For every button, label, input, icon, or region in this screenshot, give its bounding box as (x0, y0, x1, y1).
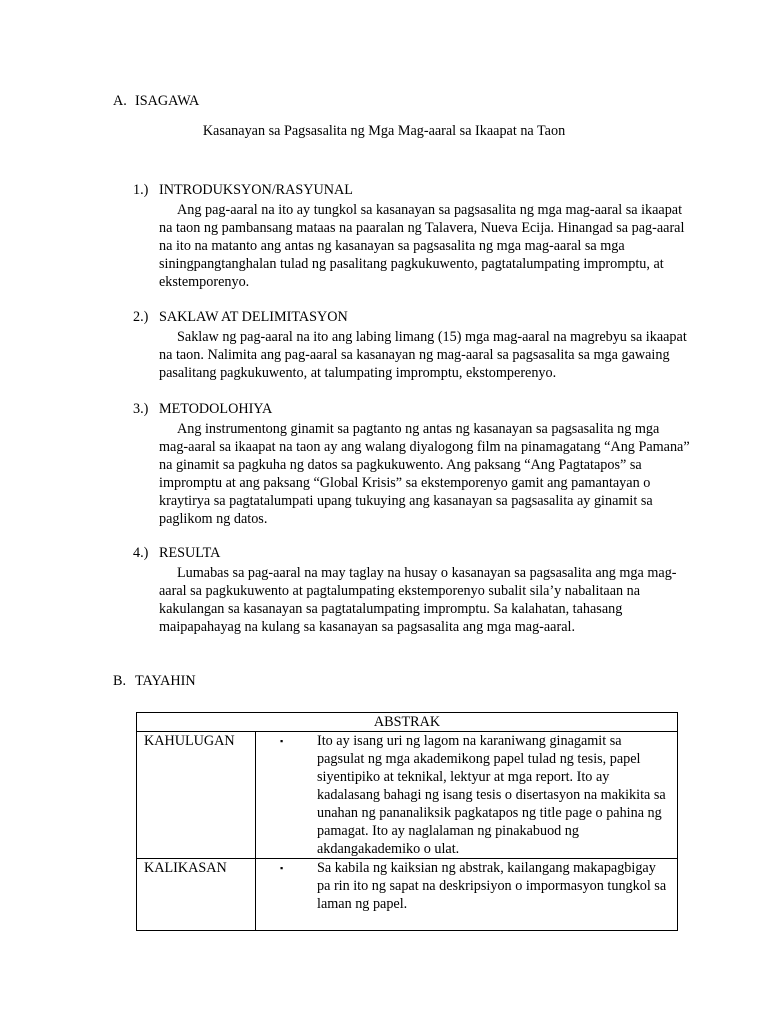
paragraph-line: Ang pag-aaral na ito ay tungkol sa kasanayan sa pagsasalita ng mga mag-aaral sa ikaapat (177, 202, 683, 218)
section-title: INTRODUKSYON/RASYUNAL (159, 182, 353, 198)
section-a-letter: A. (113, 93, 127, 109)
section-number: 3.) (133, 401, 149, 417)
table-definition (256, 859, 678, 931)
section-metodolohiya (133, 400, 690, 528)
definition-line: kadalasang bahagi ng isang tesis o disertasyon na makikita sa (317, 787, 666, 803)
bullet-icon: ▪ (280, 736, 284, 746)
table-term: KAHULUGAN (137, 732, 256, 859)
paragraph-line: Lumabas sa pag-aaral na may taglay na husay o kasanayan sa pagsasalita ang mga mag- (177, 565, 677, 581)
definition-line: pa rin ito ng sapat na deskripsiyon o impormasyon tungkol sa (317, 878, 667, 894)
paragraph-line: ekstemporenyo. (159, 274, 250, 290)
abstrak-table (136, 712, 678, 931)
definition-line: Sa kabila ng kaiksian ng abstrak, kailangang makapagbigay (317, 860, 656, 876)
section-heading (133, 400, 673, 418)
definition-line: Ito ay isang uri ng lagom na karaniwang ginagamit sa (317, 733, 622, 749)
section-introduksyon (133, 181, 685, 291)
section-resulta (133, 544, 677, 636)
section-title: SAKLAW AT DELIMITASYON (159, 309, 348, 325)
section-number: 4.) (133, 545, 149, 561)
paragraph-line: Saklaw ng pag-aaral na ito ang labing limang (15) mga mag-aaral na magrebyu sa ikaapat (177, 329, 687, 345)
section-a-title: ISAGAWA (135, 93, 200, 109)
section-number: 1.) (133, 182, 149, 198)
paragraph-line: na ginamit sa pagkuha ng datos sa pagkukuwento. Ang paksang “Ang Pagtatapos” sa (159, 457, 642, 473)
section-b-title: TAYAHIN (135, 673, 196, 689)
section-a-heading (113, 93, 199, 110)
paragraph-line: impromptu at ang paksang “Global Krisis” sa ekstemporenyo gamit ang pamantayan o (159, 475, 651, 491)
paragraph-line: kakulangan sa kasanayan sa pagtatalumpating impromptu. Sa kalahatan, tahasang (159, 601, 623, 617)
definition-line: unahan ng pananaliksik pagkatapos ng title page o pahina ng (317, 805, 662, 821)
paragraph-line: kraytirya sa pagtatalumpati upang tukuying ang kasanayan sa pagsasalita ay ginamit sa (159, 493, 653, 509)
section-number: 2.) (133, 309, 149, 325)
section-body (133, 201, 685, 291)
section-body (133, 328, 687, 382)
bullet-icon: ▪ (280, 863, 284, 873)
table-row (137, 732, 678, 859)
paragraph-line: maipapahayag na kulang sa kasanayan sa pagsasalita ang mga mag-aaral. (159, 619, 575, 635)
section-heading (133, 181, 673, 199)
section-heading (133, 308, 673, 326)
section-title: METODOLOHIYA (159, 401, 273, 417)
paragraph-line: Ang instrumentong ginamit sa pagtanto ng antas ng kasanayan sa pagsasalita ng mga (177, 421, 660, 437)
paragraph-line: na ito na matanto ang antas ng kasanayan sa pagsasalita ng mga mag-aaral sa mga (159, 238, 625, 254)
section-b-letter: B. (113, 673, 127, 689)
table-header: ABSTRAK (137, 713, 678, 732)
paragraph-line: mag-aaral sa ikaapat na taon ay ang walang diyalogong film na pinamagatang “Ang Pamana” (159, 439, 690, 455)
definition-line: siyentipiko at teknikal, lektyur at mga report. Ito ay (317, 769, 610, 785)
table-definition (256, 732, 678, 859)
definition-line: pagsulat ng mga akademikong papel tulad ng tesis, papel (317, 751, 641, 767)
document-subtitle: Kasanayan sa Pagsasalita ng Mga Mag-aaral sa Ikaapat na Taon (202, 123, 566, 139)
section-saklaw (133, 308, 687, 382)
section-b-heading (113, 673, 196, 690)
paragraph-line: pasalitang pagkukuwento, at talumpating impromptu, ekstomperenyo. (159, 365, 557, 381)
definition-line: pamagat. Ito ay naglalaman ng pinakabuod ng (317, 823, 579, 839)
paragraph-line: na taon ng pambansang mataas na paaralan ng Talavera, Nueva Ecija. Hinangad sa pag-aaral (159, 220, 685, 236)
section-heading (133, 544, 673, 562)
definition-line: akdangakademiko o ulat. (317, 841, 460, 857)
section-title: RESULTA (159, 545, 221, 561)
table-row (137, 859, 678, 931)
paragraph-line: paglikom ng datos. (159, 511, 268, 527)
definition-line: laman ng papel. (317, 896, 408, 912)
section-body (133, 564, 677, 636)
paragraph-line: siningpangtanghalan tulad ng pasalitang pagkukuwento, pagtatalumpating impromptu, at (159, 256, 664, 272)
section-body (133, 420, 690, 528)
paragraph-line: aaral sa pagkukuwento at pagtalumpating ekstemporenyo subalit sila’y nabalitaan na (159, 583, 641, 599)
paragraph-line: na taon. Nalimita ang pag-aaral sa kasanayan ng mag-aaral sa pagsasalita sa mga gawaing (159, 347, 670, 363)
table-term: KALIKASAN (137, 859, 256, 931)
